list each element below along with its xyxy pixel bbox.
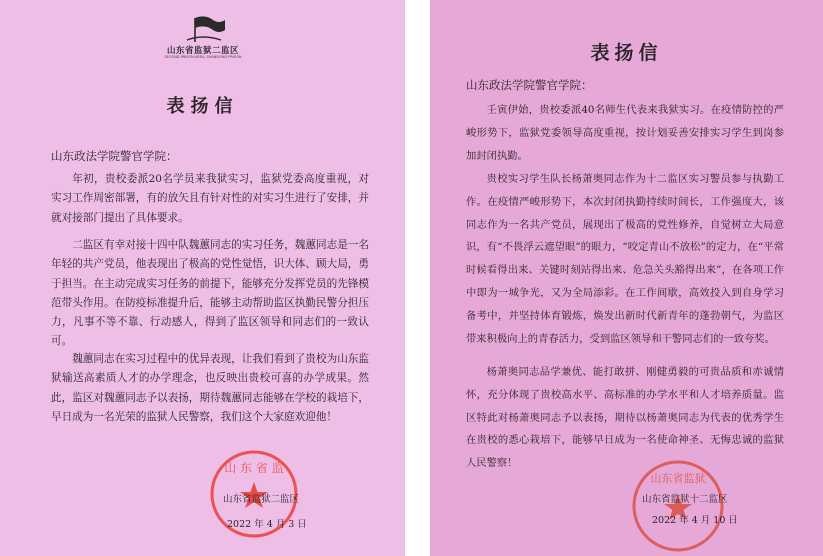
left-letter <box>0 0 405 556</box>
letter-title: 表扬信 <box>166 96 239 117</box>
salutation: 山东政法学院警官学院： <box>466 78 593 92</box>
date: 2022 年 4 月 10 日 <box>652 515 738 526</box>
svg-text:山 东 省 监: 山 东 省 监 <box>224 461 284 475</box>
paragraph-3: 杨萧奥同志品学兼优、能打敢拼、刚健勇毅的可贵品质和赤诚情怀，充分体现了贵校高水平、高标准的办学水平和人才培养质量。监区特此对杨萧奥同志予以表扬，期待以杨萧奥同志为代表的优秀学生在贵校的悉心栽培下，能够早日成为一名使命神圣、无悔忠诚的监狱人民警察！ <box>466 366 784 470</box>
flag-emblem-icon <box>163 14 243 44</box>
paragraph-3: 魏蕙同志在实习过程中的优异表现，让我们看到了贵校为山东监狱输送高素质人才的办学理念，也反映出贵校可喜的办学成果。然此，监区对魏蕙同志予以表扬，期待魏蕙同志能够在学校的栽培下，早日成为一名光荣的监狱人民警察，我们这个大家庭欢迎他！ <box>51 353 369 423</box>
right-letter <box>430 0 823 556</box>
paragraph-1: 年初，贵校委派20名学员来我狱实习，监狱党委高度重视，对实习工作周密部署，有的放矢且有针对性的对实习生进行了安排，并就对接部门提出了具体要求。 <box>51 173 369 224</box>
official-seal-stamp <box>630 458 726 554</box>
prison-logo <box>163 14 243 64</box>
paragraph-1: 壬寅伊始，贵校委派40名师生代表来我狱实习。在疫情防控的严峻形势下，监狱党委领导高度重视，按计划妥善安排实习学生到岗参加封闭执勤。 <box>466 104 784 162</box>
signature: 山东省监狱二监区 <box>223 494 300 505</box>
paragraph-2: 贵校实习学生队长杨萧奥同志作为十二监区实习警员参与执勤工作。在疫情严峻形势下，本次封闭执勤持续时间长，工作强度大，该同志作为一名共产党员，展现出了极高的党性修养，自觉树立大局意识，有“不畏浮云遮望眼”的眼力，“咬定青山不放松”的定力，在“平常时候看得出来、关键时刻站得出来、危急关头豁得出来”，在各项工作中即为一城争光，又为全局添彩。在工作间歇，高效投入到自身学习备考中，并坚持体育锻炼，焕发出新时代新青年的蓬勃朝气，为监区带来积极向上的青春活力，受到监区领导和干警同志们的一致夸奖。 <box>466 173 784 345</box>
logo-name: 山东省监狱二监区 <box>166 46 239 56</box>
svg-text:山东省监狱: 山东省监狱 <box>650 472 706 485</box>
logo-subtitle: SECOND PRISON AREA, SHANDONG PRISON <box>164 55 242 59</box>
paragraph-2: 二监区有幸对接十四中队魏蕙同志的实习任务，魏蕙同志是一名年轻的共产党员，他表现出了极高的党性觉悟，识大体、顾大局，勇于担当。在主动完成实习任务的前提下，能够充分发挥党员的先锋模范带头作用。在防疫标准提升后，能够主动帮助监区执勤民警分担压力，凡事不等不靠、行动感人，得到了监区领导和同志们的一致认可。 <box>51 239 369 348</box>
letter-title: 表扬信 <box>590 42 663 64</box>
date: 2022 年 4 月 3 日 <box>227 519 307 530</box>
salutation: 山东政法学院警官学院： <box>51 149 178 163</box>
signature: 山东省监狱十二监区 <box>642 494 728 505</box>
